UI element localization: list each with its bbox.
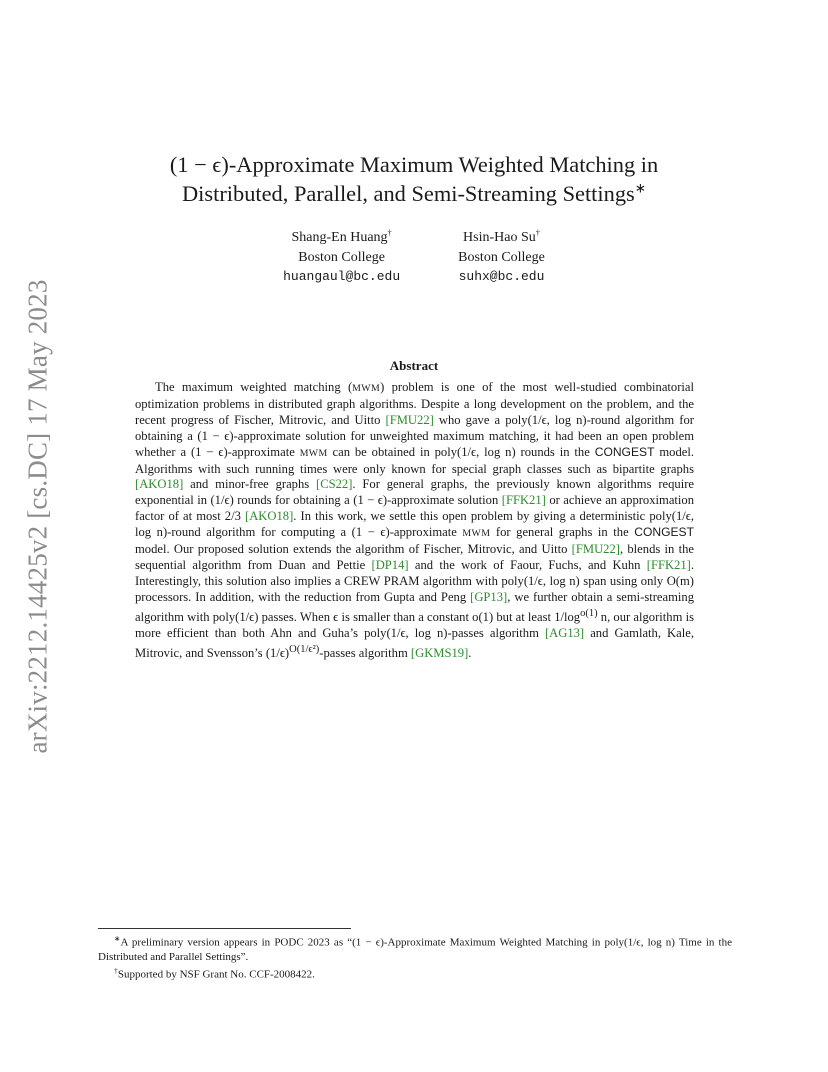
abstract-body: [135, 380, 694, 662]
citation-ffk21[interactable]: [FFK21]: [646, 557, 691, 572]
author-1-footnote-marker: †: [387, 228, 392, 238]
citation-fmu22[interactable]: [FMU22]: [385, 412, 434, 427]
footnote-1-marker: ∗: [114, 934, 121, 943]
congest-model: CONGEST: [594, 444, 655, 459]
author-2-email: suhx@bc.edu: [458, 269, 545, 284]
footnote-2-text: Supported by NSF Grant No. CCF-2008422.: [117, 968, 315, 981]
abstract-text: n, our algorithm is more efficient than both Ahn and Guha’s poly(1/ϵ, log n)-passes algorithm: [135, 609, 694, 640]
footnote-2-marker: †: [114, 966, 118, 976]
abstract-text: , blends in the sequential algorithm from Duan and Pettie: [135, 542, 695, 572]
abstract-text: for general graphs in the: [490, 525, 635, 540]
log-exponent: o(1): [580, 607, 598, 619]
author-2-affiliation: Boston College: [458, 249, 545, 265]
citation-gp13[interactable]: [GP13]: [470, 589, 508, 604]
abstract-text: model. Algorithms with such running times were only known for special graph classes such as bipartite graphs: [135, 444, 694, 476]
abstract-text: The maximum weighted matching (: [155, 380, 353, 394]
abstract-text: can be obtained in poly(1/ϵ, log n) rounds in the: [327, 444, 595, 459]
footnote-1-text: A preliminary version appears in PODC 2023 as “(1 − ϵ)-Approximate Maximum Weighted Matching in poly(1/ϵ, log n) Time in the Distributed and Parallel Settings”.: [98, 936, 732, 963]
citation-dp14[interactable]: [DP14]: [371, 557, 409, 572]
passes-exponent: O(1/ϵ²): [289, 643, 320, 655]
citation-ffk21[interactable]: [FFK21]: [501, 493, 546, 508]
footnote-1: [98, 932, 732, 964]
author-block: [0, 228, 828, 287]
paper-title: [100, 150, 728, 208]
mwm-abbrev: MWM: [462, 528, 491, 540]
mwm-abbrev: MWM: [352, 383, 381, 394]
author-1-name: Shang-En Huang: [291, 230, 388, 245]
footnotes: [98, 932, 732, 982]
title-line-2: [100, 179, 728, 208]
title-footnote-marker: ∗: [634, 180, 646, 196]
mwm-abbrev: MWM: [299, 447, 328, 459]
abstract-text: and Gamlath, Kale, Mitrovic, and Svensson’s (1/ϵ): [135, 625, 694, 660]
abstract-text: -passes algorithm: [319, 645, 411, 660]
abstract-text: . For general graphs, the previously known algorithms require exponential in (1/ϵ) rounds for obtaining a (1 − ϵ)-approximate solution: [135, 477, 694, 508]
abstract-text: . Interestingly, this solution also implies a CREW PRAM algorithm with poly(1/ϵ, log n) span using only O(m) processors. In addition, with the reduction from Gupta and Peng: [135, 557, 694, 604]
author-2: [458, 228, 545, 287]
abstract-text: and the work of Faour, Fuchs, and Kuhn: [408, 557, 647, 572]
abstract-text: model. Our proposed solution extends the algorithm of Fischer, Mitrovic, and Uitto: [135, 542, 572, 557]
abstract-text: , we further obtain a semi-streaming algorithm with poly(1/ϵ) passes. When ϵ is smaller than a constant o(1) but at least 1/log: [135, 589, 694, 624]
author-2-footnote-marker: †: [535, 228, 540, 238]
abstract-text: . In this work, we settle this open problem by giving a deterministic poly(1/ϵ, log n)-round algorithm for computing a (1 − ϵ)-approximate: [135, 509, 694, 540]
footnote-2: [98, 964, 732, 982]
abstract-text: .: [468, 645, 472, 660]
author-2-name: Hsin-Hao Su: [463, 230, 536, 245]
author-1-email: huangaul@bc.edu: [283, 269, 401, 284]
congest-model: CONGEST: [634, 525, 694, 540]
abstract-text: ) problem is one of the most well-studied combinatorial optimization problems in distributed graph algorithms. Despite a long development on the problem, and the recent progress of Fischer, Mitrovic, and Uitto: [135, 380, 694, 427]
arxiv-identifier: arXiv:2212.14425v2 [cs.DC] 17 May 2023: [22, 278, 53, 754]
arxiv-side-stamp: [16, 276, 60, 756]
abstract-text: and minor-free graphs: [183, 477, 317, 492]
abstract-heading: Abstract: [389, 358, 439, 373]
title-line-2-text: Distributed, Parallel, and Semi-Streaming Settings: [182, 181, 635, 206]
abstract-text: who gave a poly(1/ϵ, log n)-round algorithm for obtaining a (1 − ϵ)-approximate solution for unweighted maximum matching, it had been an open problem whether a (1 − ϵ)-approximate: [135, 412, 694, 459]
citation-gkms19[interactable]: [GKMS19]: [410, 645, 469, 660]
citation-cs22[interactable]: [CS22]: [316, 477, 353, 492]
abstract-text: or achieve an approximation factor of at most 2/3: [135, 493, 695, 524]
citation-ako18[interactable]: [AKO18]: [135, 477, 184, 492]
title-line-1: (1 − ϵ)-Approximate Maximum Weighted Matching in: [169, 152, 659, 177]
citation-ag13[interactable]: [AG13]: [544, 625, 585, 640]
author-1-affiliation: Boston College: [298, 249, 385, 265]
footnote-rule: [98, 928, 351, 929]
citation-ako18[interactable]: [AKO18]: [245, 509, 294, 524]
author-1: [283, 228, 400, 287]
citation-fmu22[interactable]: [FMU22]: [571, 542, 620, 557]
